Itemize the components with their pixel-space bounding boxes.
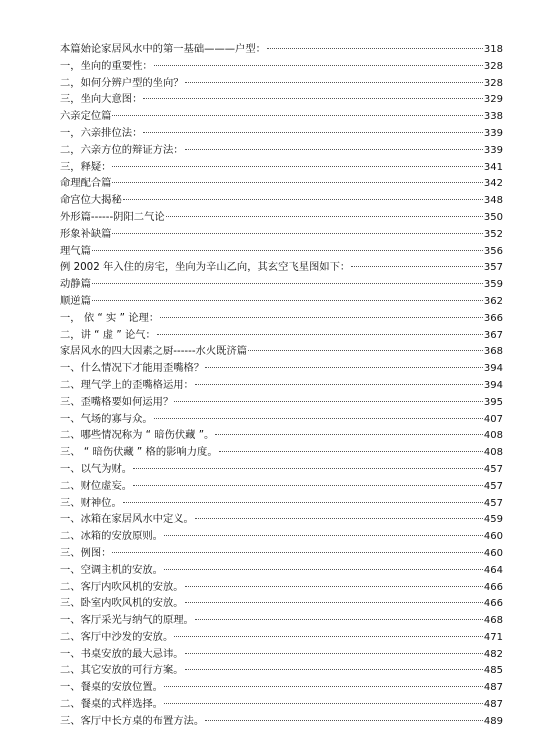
toc-entry[interactable] — [60, 495, 503, 512]
toc-entry[interactable] — [60, 478, 503, 495]
toc-page-number: 339 — [483, 127, 503, 139]
toc-page-number: 464 — [483, 564, 503, 576]
toc-entry[interactable] — [60, 545, 503, 562]
toc-page-number: 356 — [483, 245, 503, 257]
toc-entry-title: 二，如何分辨户型的坐向？ — [60, 76, 184, 89]
toc-page-number: 350 — [483, 211, 503, 223]
toc-page-number: 328 — [483, 77, 503, 89]
toc-entry-title: 一、气场的寡与众。 — [60, 412, 153, 425]
toc-entry-title: 一、空调主机的安放。 — [60, 563, 163, 576]
toc-page-number: 482 — [483, 648, 503, 660]
toc-entry-title: 理气篇 — [60, 244, 91, 257]
dot-leader — [164, 686, 483, 687]
toc-page-number: 339 — [483, 144, 503, 156]
toc-entry-title: 二、财位虚妄。 — [60, 479, 133, 492]
dot-leader — [185, 602, 483, 603]
toc-page-number: 459 — [483, 514, 503, 526]
dot-leader — [143, 132, 483, 133]
toc-entry-title: 一、以气为财。 — [60, 462, 133, 475]
toc-entry-title: 三、财神位。 — [60, 496, 122, 509]
dot-leader — [185, 653, 483, 654]
dot-leader — [112, 552, 482, 553]
toc-page-number: 457 — [483, 497, 503, 509]
toc-entry[interactable] — [60, 41, 503, 58]
toc-entry-title: 二、餐桌的式样选择。 — [60, 698, 163, 711]
toc-page-number: 487 — [483, 699, 503, 711]
table-of-contents — [60, 41, 503, 730]
dot-leader — [248, 350, 483, 351]
toc-entry[interactable] — [60, 125, 503, 142]
toc-page-number: 367 — [483, 329, 503, 341]
dot-leader — [195, 619, 483, 620]
dot-leader — [215, 434, 483, 435]
toc-entry[interactable] — [60, 646, 503, 663]
dot-leader — [154, 418, 483, 419]
toc-page-number: 352 — [483, 228, 503, 240]
toc-page-number: 460 — [483, 547, 503, 559]
dot-leader — [123, 199, 483, 200]
toc-entry[interactable] — [60, 209, 503, 226]
toc-entry-title: 二、理气学上的歪嘴格运用： — [60, 378, 194, 391]
toc-entry-title: 一、书桌安放的最大忌讳。 — [60, 647, 184, 660]
toc-page-number: 466 — [483, 581, 503, 593]
toc-entry-title: 一， 依 “ 实 ” 论理： — [60, 311, 160, 324]
dot-leader — [195, 384, 483, 385]
dot-leader — [92, 250, 483, 251]
toc-entry-title: 形象补缺篇 — [60, 227, 112, 240]
toc-entry-title: 三，坐向大意图： — [60, 93, 143, 106]
toc-entry[interactable] — [60, 75, 503, 92]
toc-page-number: 368 — [483, 346, 503, 358]
toc-entry-title: 二，六亲方位的辩证方法： — [60, 143, 184, 156]
toc-entry[interactable] — [60, 310, 503, 327]
toc-entry[interactable] — [60, 226, 503, 243]
toc-entry-title: 二、其它安放的可行方案。 — [60, 664, 184, 677]
toc-page-number: 341 — [483, 161, 503, 173]
dot-leader — [160, 317, 483, 318]
toc-entry-title: 一，坐向的重要性： — [60, 59, 153, 72]
toc-entry-title: 动静篇 — [60, 278, 91, 291]
toc-entry-title: 一、什么情况下才能用歪嘴格？ — [60, 362, 205, 375]
toc-entry[interactable] — [60, 461, 503, 478]
toc-entry[interactable] — [60, 629, 503, 646]
toc-page-number: 408 — [483, 430, 503, 442]
toc-entry[interactable] — [60, 562, 503, 579]
toc-entry[interactable] — [60, 662, 503, 679]
toc-entry-title: 一、冰箱在家居风水中定义。 — [60, 513, 194, 526]
dot-leader — [185, 586, 483, 587]
toc-entry[interactable] — [60, 327, 503, 344]
toc-page-number: 366 — [483, 312, 503, 324]
toc-entry[interactable] — [60, 696, 503, 713]
toc-entry[interactable] — [60, 612, 503, 629]
toc-entry[interactable] — [60, 58, 503, 75]
toc-entry-title: 一、餐桌的安放位置。 — [60, 681, 163, 694]
toc-entry-title: 家居风水的四大因素之厨------水火既济篇 — [60, 345, 248, 358]
toc-page-number: 460 — [483, 531, 503, 543]
dot-leader — [112, 233, 482, 234]
toc-page-number: 357 — [483, 262, 503, 274]
toc-entry[interactable] — [60, 511, 503, 528]
toc-entry-title: 例 2002 年入住的房宅，坐向为辛山乙向，其玄空飞星图如下： — [60, 261, 351, 274]
dot-leader — [157, 334, 483, 335]
dot-leader — [133, 485, 483, 486]
toc-page-number: 395 — [483, 396, 503, 408]
dot-leader — [154, 65, 483, 66]
toc-page-number: 394 — [483, 379, 503, 391]
toc-page-number: 348 — [483, 195, 503, 207]
dot-leader — [174, 636, 483, 637]
toc-entry[interactable] — [60, 259, 503, 276]
toc-entry-title: 一，六亲排位法： — [60, 126, 143, 139]
toc-entry-title: 命宫位大揭秘 — [60, 194, 122, 207]
toc-entry[interactable] — [60, 394, 503, 411]
dot-leader — [195, 518, 483, 519]
toc-page-number: 359 — [483, 279, 503, 291]
dot-leader — [185, 669, 483, 670]
dot-leader — [123, 502, 483, 503]
toc-entry[interactable] — [60, 192, 503, 209]
toc-page-number: 362 — [483, 295, 503, 307]
toc-entry-title: 三、 “ 暗伤伏藏 ” 格的影响力度。 — [60, 446, 218, 459]
toc-page-number: 485 — [483, 665, 503, 677]
toc-page-number: 457 — [483, 463, 503, 475]
toc-entry-title: 命理配合篇 — [60, 177, 112, 190]
dot-leader — [112, 166, 482, 167]
toc-entry[interactable] — [60, 679, 503, 696]
toc-page-number: 489 — [483, 715, 503, 727]
toc-page-number: 408 — [483, 447, 503, 459]
toc-entry-title: 二、客厅内吹风机的安放。 — [60, 580, 184, 593]
toc-entry[interactable] — [60, 108, 503, 125]
dot-leader — [164, 569, 483, 570]
dot-leader — [112, 182, 482, 183]
toc-entry[interactable] — [60, 142, 503, 159]
toc-entry[interactable] — [60, 444, 503, 461]
toc-entry[interactable] — [60, 411, 503, 428]
toc-page-number: 338 — [483, 111, 503, 123]
toc-entry-title: 外形篇------阴阳二气论 — [60, 210, 165, 223]
dot-leader — [267, 48, 483, 49]
toc-entry-title: 二、哪些情况称为 “ 暗伤伏藏 ”。 — [60, 429, 215, 442]
toc-entry[interactable] — [60, 427, 503, 444]
toc-entry[interactable] — [60, 91, 503, 108]
toc-entry-title: 六亲定位篇 — [60, 110, 112, 123]
toc-entry-title: 三、例图： — [60, 546, 112, 559]
dot-leader — [133, 468, 483, 469]
toc-page-number: 394 — [483, 363, 503, 375]
toc-page-number: 407 — [483, 413, 503, 425]
dot-leader — [92, 300, 483, 301]
toc-entry[interactable] — [60, 276, 503, 293]
toc-page-number: 466 — [483, 598, 503, 610]
toc-entry[interactable] — [60, 360, 503, 377]
toc-page-number: 471 — [483, 631, 503, 643]
dot-leader — [164, 703, 483, 704]
toc-page-number: 328 — [483, 60, 503, 72]
dot-leader — [219, 451, 483, 452]
dot-leader — [351, 266, 483, 267]
dot-leader — [143, 98, 483, 99]
toc-page-number: 487 — [483, 682, 503, 694]
dot-leader — [92, 283, 483, 284]
toc-entry-title: 三、卧室内吹风机的安放。 — [60, 597, 184, 610]
toc-entry[interactable] — [60, 377, 503, 394]
dot-leader — [185, 82, 483, 83]
dot-leader — [205, 720, 483, 721]
toc-entry[interactable] — [60, 159, 503, 176]
toc-entry-title: 本篇始论家居风水中的第一基础———户型： — [60, 43, 266, 55]
toc-entry[interactable] — [60, 243, 503, 260]
toc-entry-title: 三，释疑： — [60, 160, 112, 173]
toc-page-number: 468 — [483, 615, 503, 627]
dot-leader — [174, 401, 483, 402]
dot-leader — [205, 367, 483, 368]
toc-entry-title: 二、冰箱的安放原则。 — [60, 530, 163, 543]
toc-entry[interactable] — [60, 595, 503, 612]
dot-leader — [164, 535, 483, 536]
toc-entry[interactable] — [60, 528, 503, 545]
toc-page-number: 329 — [483, 94, 503, 106]
toc-entry-title: 顺逆篇 — [60, 294, 91, 307]
toc-entry-title: 三、歪嘴格要如何运用？ — [60, 395, 174, 408]
dot-leader — [112, 115, 482, 116]
toc-entry[interactable] — [60, 293, 503, 310]
toc-entry[interactable] — [60, 175, 503, 192]
toc-entry-title: 一、客厅采光与纳气的原理。 — [60, 614, 194, 627]
toc-entry-title: 二，讲 “ 虚 ” 论气： — [60, 328, 156, 341]
dot-leader — [166, 216, 483, 217]
toc-entry[interactable] — [60, 713, 503, 730]
toc-entry[interactable] — [60, 579, 503, 596]
toc-entry-title: 三、客厅中长方桌的布置方法。 — [60, 714, 205, 727]
toc-page-number: 457 — [483, 480, 503, 492]
toc-page-number: 342 — [483, 178, 503, 190]
toc-entry-title: 二、客厅中沙发的安放。 — [60, 630, 174, 643]
toc-entry[interactable] — [60, 343, 503, 360]
toc-page-number: 318 — [483, 44, 503, 55]
dot-leader — [185, 149, 483, 150]
